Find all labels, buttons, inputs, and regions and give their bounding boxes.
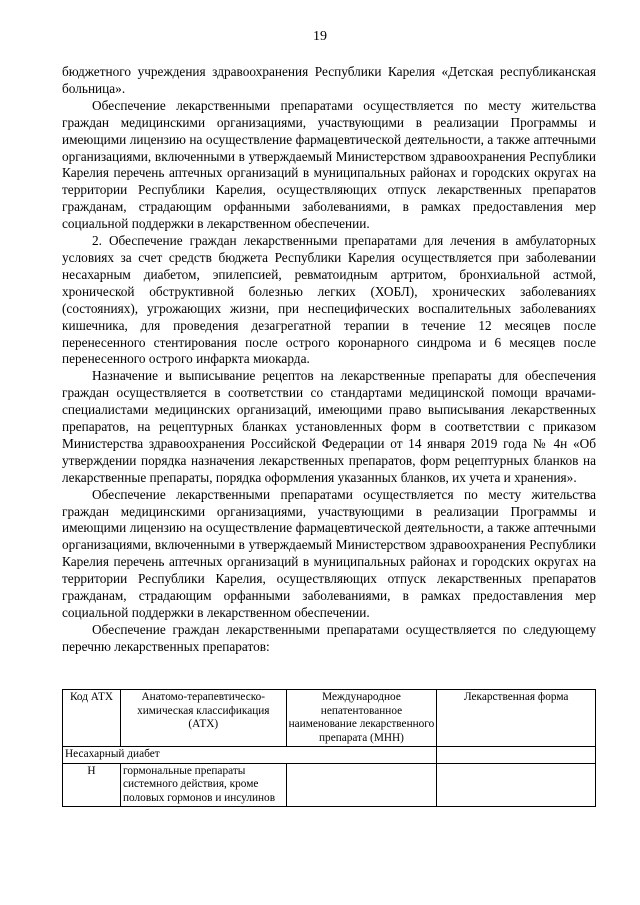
- inn-cell: [286, 763, 437, 807]
- section-empty-cell: [286, 747, 437, 764]
- paragraph: Назначение и выписывание рецептов на лекарственные препараты для обеспечения граждан осуществляется в соответствии со стандартами медицинской помощи врачами-специалистами медицинских организаций, имеющими право выписывания лекарственных препаратов, на рецептурных бланках установленных форм в соответствии с приказом Министерства здравоохранения Российской Федерации от 14 января 2019 года № 4н «Об утверждении порядка назначения лекарственных препаратов, форм рецептурных бланков на лекарственные препараты, порядка оформления указанных бланков, их учета и хранения».: [62, 368, 596, 485]
- paragraph: 2. Обеспечение граждан лекарственными препаратами для лечения в амбулаторных условиях за счет средств бюджета Республики Карелия осуществляется при заболевании несахарным диабетом, эпилепсией, ревматоидным артритом, бронхиальной астмой, хронической обструктивной болезнью легких (ХОБЛ), хронических заболеваниях (состояниях), угрожающих жизни, при неспецифических воспалительных заболеваниях кишечника, для проведения дезагрегатной терапии в течение 12 месяцев после перенесенного стентирования после острого коронарного синдрома и 6 месяцев после перенесенного острого инфаркта миокарда.: [62, 233, 596, 367]
- section-empty-cell: [437, 747, 596, 764]
- paragraph: Обеспечение лекарственными препаратами осуществляется по месту жительства граждан медицинскими организациями, участвующими в реализации Программы и имеющими лицензию на осуществление фармацевтической деятельности, а также аптечными организациями, включенными в утверждаемый Министерством здравоохранения Республики Карелия перечень аптечных организаций в муниципальных районах и городских округах на территории Республики Карелия, осуществляющих отпуск лекарственных препаратов гражданам, страдающим орфанными заболеваниями, в рамках предоставления мер социальной поддержки в лекарственном обеспечении.: [62, 97, 596, 232]
- table-section-row: [63, 747, 596, 764]
- atx-classification-cell: гормональные препараты системного действия, кроме половых гормонов и инсулинов: [120, 763, 286, 807]
- header-atx-code: Код АТХ: [63, 690, 121, 747]
- paragraph: бюджетного учреждения здравоохранения Республики Карелия «Детская республиканская больница».: [62, 64, 596, 96]
- paragraph: Обеспечение граждан лекарственными препаратами осуществляется по следующему перечню лекарственных препаратов:: [62, 621, 596, 654]
- paragraph: Обеспечение лекарственными препаратами осуществляется по месту жительства граждан медицинскими организациями, участвующими в реализации Программы и имеющими лицензию на осуществление фармацевтической деятельности, а также аптечными организациями, включенными в утверждаемый Министерством здравоохранения Республики Карелия перечень аптечных организаций в муниципальных районах и городских округах на территории Республики Карелия, осуществляющих отпуск лекарственных препаратов гражданам, страдающим орфанными заболеваниями, в рамках предоставления мер социальной поддержки в лекарственном обеспечении.: [62, 486, 596, 620]
- dosage-form-cell: [437, 763, 596, 807]
- section-title: Несахарный диабет: [63, 747, 287, 764]
- drug-list-table: [62, 689, 596, 807]
- header-atx-classification: Анатомо-терапевтическо-химическая классификация (АТХ): [120, 690, 286, 747]
- table-header-row: [63, 690, 596, 747]
- document-body: [62, 64, 596, 656]
- table-row: [63, 763, 596, 807]
- page-number: 19: [313, 29, 327, 44]
- header-dosage-form: Лекарственная форма: [437, 690, 596, 747]
- header-inn: Международное непатентованное наименование лекарственного препарата (МНН): [286, 690, 437, 747]
- atx-code-cell: H: [63, 763, 121, 807]
